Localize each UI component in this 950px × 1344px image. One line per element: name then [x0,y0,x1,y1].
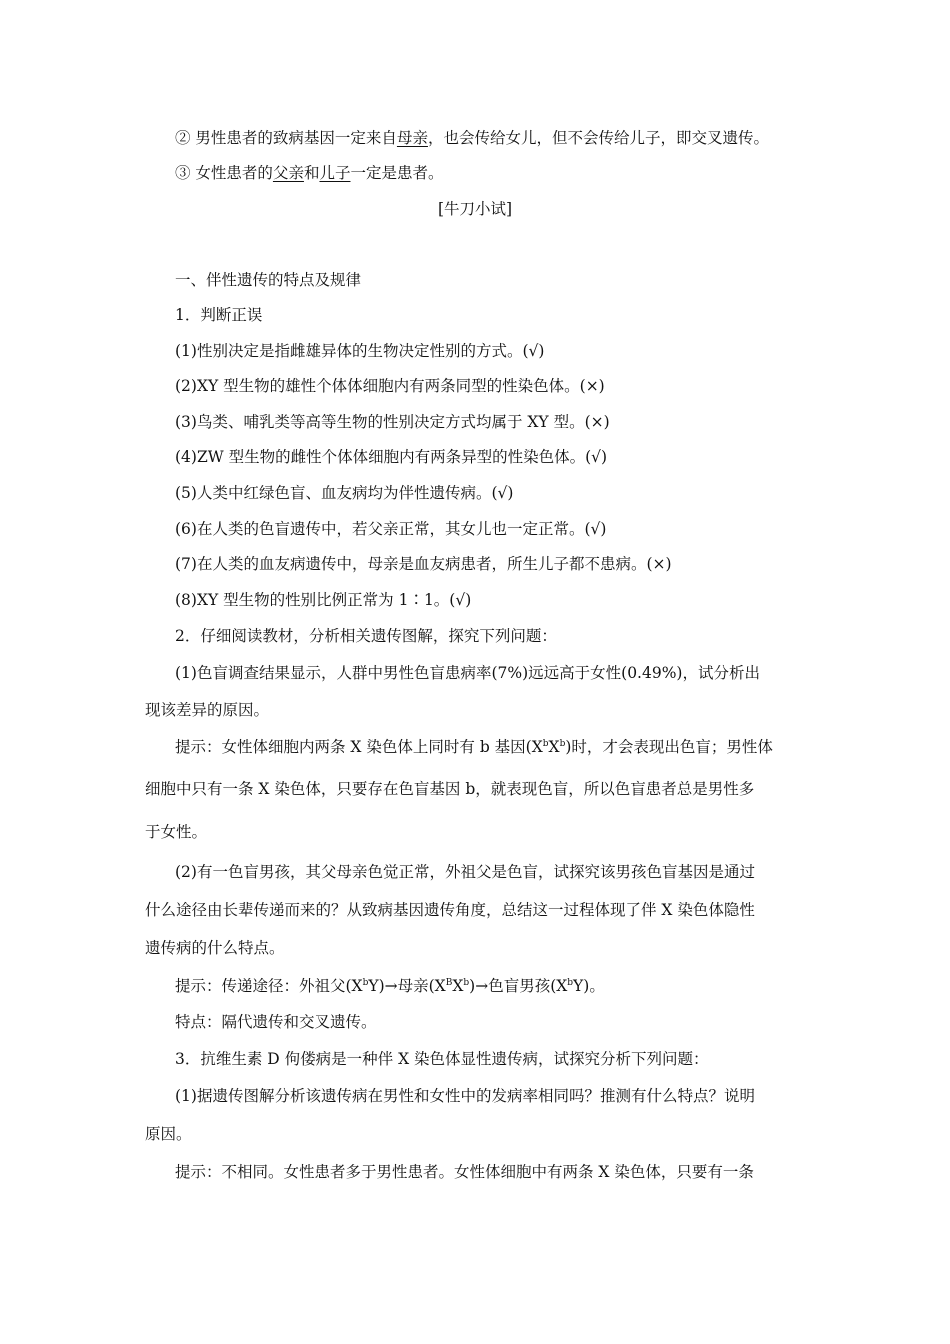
question-7: (7)在人类的血友病遗传中，母亲是血友病患者，所生儿子都不患病。(×) [175,555,672,573]
question-6: (6)在人类的色盲遗传中，若父亲正常，其女儿也一定正常。(√) [175,520,607,538]
question-2: (2)XY 型生物的雄性个体体细胞内有两条同型的性染色体。(×) [175,377,605,395]
heading-3: 3．抗维生素 D 佝偻病是一种伴 X 染色体显性遗传病，试探究分析下列问题： [175,1050,709,1068]
underlined-term: 父亲 [272,164,304,182]
question-8: (8)XY 型生物的性别比例正常为 1∶1。(√) [175,591,472,609]
paragraph-2-line-2: 什么途径由长辈传递而来的？从致病基因遗传角度，总结这一过程体现了伴 X 染色体隐性 [145,901,755,919]
hint-1-line-3: 于女性。 [145,823,208,841]
heading-1: 一、伴性遗传的特点及规律 [175,271,362,289]
question-3: (3)鸟类、哺乳类等高等生物的性别决定方式均属于 XY 型。(×) [175,413,610,431]
section-title: [牛刀小试] [437,200,513,218]
hint-1-line-2: 细胞中只有一条 X 染色体，只要存在色盲基因 b，就表现色盲，所以色盲患者总是男性多 [145,780,755,798]
paragraph-1-line-2: 现该差异的原因。 [145,701,270,719]
underlined-term: 母亲 [396,129,428,147]
line-point-2: ② 男性患者的致病基因一定来自母亲，也会传给女儿，但不会传给儿子，即交叉遗传。 [175,129,769,147]
paragraph-2-line-1: (2)有一色盲男孩，其父母亲色觉正常，外祖父是色盲，试探究该男孩色盲基因是通过 [175,863,755,881]
hint-3-line-1: 提示：不相同。女性患者多于男性患者。女性体细胞中有两条 X 染色体，只要有一条 [175,1163,754,1181]
hint-2-line-2: 特点：隔代遗传和交叉遗传。 [175,1013,377,1031]
hint-2-line-1: 提示：传递途径：外祖父$(X^bY)\to$母亲$(X^BX^b)\to$色盲男孩$(X^bY)$。 [175,977,605,995]
underlined-term: 儿子 [319,164,351,182]
question-5: (5)人类中红绿色盲、血友病均为伴性遗传病。(√) [175,484,514,502]
paragraph-3-line-1: (1)据遗传图解分析该遗传病在男性和女性中的发病率相同吗？推测有什么特点？说明 [175,1087,755,1105]
hint-1-line-1: 提示：女性体细胞内两条 X 染色体上同时有 b 基因$(X^bX^b)$时，才会表现出色盲；男性体 [175,738,773,756]
heading-2: 2．仔细阅读教材，分析相关遗传图解，探究下列问题： [175,627,557,645]
paragraph-2-line-3: 遗传病的什么特点。 [145,939,285,957]
heading-judge: 1．判断正误 [175,306,263,324]
question-4: (4)ZW 型生物的雌性个体体细胞内有两条异型的性染色体。(√) [175,448,608,466]
question-1: (1)性别决定是指雌雄异体的生物决定性别的方式。(√) [175,342,545,360]
paragraph-1-line-1: (1)色盲调查结果显示，人群中男性色盲患病率(7%)远远高于女性(0.49%)，试分析出 [175,664,760,682]
line-point-3: ③ 女性患者的父亲和儿子一定是患者。 [175,164,444,182]
paragraph-3-line-2: 原因。 [145,1125,192,1143]
